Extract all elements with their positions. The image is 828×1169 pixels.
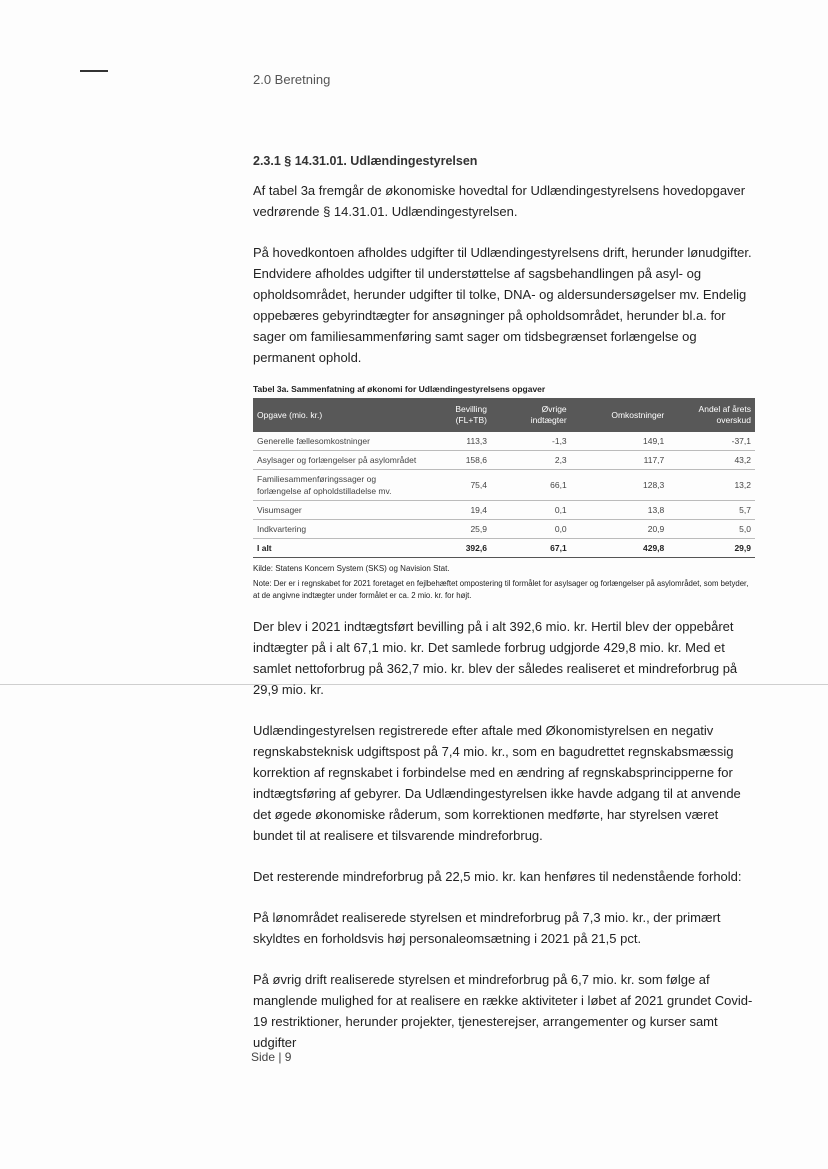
- table-row: [253, 432, 755, 451]
- header-omkostninger: Omkostninger: [611, 409, 665, 420]
- cell-andel: 43,2: [668, 451, 755, 470]
- table-title: Tabel 3a. Sammenfatning af økonomi for Udlændingestyrelsens opgaver: [253, 384, 546, 394]
- table-row: [253, 451, 755, 470]
- paragraph-intro: Af tabel 3a fremgår de økonomiske hovedtal for Udlændingestyrelsens hovedopgaver vedrørende § 14.31.01. Udlændingestyrelsen.: [253, 183, 746, 219]
- table-source: Kilde: Statens Koncern System (SKS) og Navision Stat.: [253, 564, 450, 573]
- cell-ovrige: 66,1: [491, 470, 571, 501]
- cell-ovrige: 67,1: [491, 539, 571, 558]
- table-total-row: [253, 539, 755, 558]
- cell-opgave: Asylsager og forlængelser på asylområdet: [253, 451, 422, 470]
- page-content: [253, 154, 755, 1073]
- table-row: [253, 520, 755, 539]
- section-header: 2.0 Beretning: [253, 72, 331, 87]
- cell-andel: -37,1: [668, 432, 755, 451]
- cell-omkostninger: 13,8: [571, 501, 669, 520]
- cell-andel: 29,9: [668, 539, 755, 558]
- cell-omkostninger: 128,3: [571, 470, 669, 501]
- cell-andel: 5,7: [668, 501, 755, 520]
- header-ovrige-indtaegter: Øvrige indtægter: [530, 404, 567, 425]
- paragraph-drift: På øvrig drift realiserede styrelsen et mindreforbrug på 6,7 mio. kr. som følge af manglende mulighed for at realisere en række aktiviteter i løbet af 2021 grundet Covid-19 restriktioner, herunder projekter, tjenesterejser, arrangementer og kurser samt udgifter: [253, 972, 753, 1050]
- cell-ovrige: 0,1: [491, 501, 571, 520]
- cell-opgave: Familiesammenføringssager og forlængelse af opholdstilladelse mv.: [253, 470, 422, 501]
- table-row: [253, 470, 755, 501]
- paragraph-registrering: Udlændingestyrelsen registrerede efter aftale med Økonomistyrelsen en negativ regnskabsteknisk udgiftspost på 7,4 mio. kr., som en bagudrettet regnskabsmæssig korrektion af regnskabet i forbindelse med en ændring af regnskabsprincipperne for indtægtsføring af gebyrer. Da Udlændingestyrelsen ikke havde adgang til at anvende det øgede økonomiske råderum, som korrektionen medførte, har styrelsen været bundet til at realisere et tilsvarende mindreforbrug.: [253, 723, 741, 843]
- cell-ovrige: 0,0: [491, 520, 571, 539]
- table-note: Note: Der er i regnskabet for 2021 foretaget en fejlbehæftet ompostering til formålet for asylsager og forlængelser på asylområdet, som betyder, at de angivne indtægter under formålet er ca. 2 mio. kr. for højt.: [253, 579, 749, 600]
- cell-bevilling: 158,6: [422, 451, 491, 470]
- page-number: Side | 9: [251, 1050, 292, 1064]
- cell-andel: 5,0: [668, 520, 755, 539]
- economy-table: [253, 398, 755, 558]
- cell-bevilling: 25,9: [422, 520, 491, 539]
- cell-bevilling: 19,4: [422, 501, 491, 520]
- cell-bevilling: 392,6: [422, 539, 491, 558]
- paragraph-bevilling: Der blev i 2021 indtægtsført bevilling på i alt 392,6 mio. kr. Hertil blev der oppebåret indtægter på i alt 67,1 mio. kr. Det samlede forbrug udgjorde 429,8 mio. kr. Med et samlet nettoforbrug på 362,7 mio. kr. blev der således realiseret et mindreforbrug på 29,9 mio. kr.: [253, 619, 738, 697]
- table-header-row: [253, 398, 755, 432]
- paragraph-hovedkonto: På hovedkontoen afholdes udgifter til Udlændingestyrelsens drift, herunder lønudgifter. Endvidere afholdes udgifter til understøttelse af sagsbehandlingen på asyl- og opholdsområdet, herunder udgifter til tolke, DNA- og aldersundersøgelser mv. Endelig oppebæres gebyrindtægter for ansøgninger på opholdsområdet, herunder bl.a. for sager om familiesammenføring samt sager om tidsbegrænset forlængelse og permanent ophold.: [253, 245, 752, 365]
- section-heading: 2.3.1 § 14.31.01. Udlændingestyrelsen: [253, 154, 478, 168]
- cell-ovrige: -1,3: [491, 432, 571, 451]
- cell-ovrige: 2,3: [491, 451, 571, 470]
- header-andel-overskud: Andel af årets overskud: [698, 404, 751, 425]
- cell-omkostninger: 429,8: [571, 539, 669, 558]
- cell-opgave: Generelle fællesomkostninger: [253, 432, 422, 451]
- cell-andel: 13,2: [668, 470, 755, 501]
- cell-omkostninger: 20,9: [571, 520, 669, 539]
- header-bevilling: Bevilling (FL+TB): [455, 404, 487, 425]
- cell-bevilling: 75,4: [422, 470, 491, 501]
- cell-opgave: I alt: [253, 539, 422, 558]
- table-row: [253, 501, 755, 520]
- cell-bevilling: 113,3: [422, 432, 491, 451]
- header-opgave: Opgave (mio. kr.): [257, 409, 323, 420]
- paragraph-resterende: Det resterende mindreforbrug på 22,5 mio. kr. kan henføres til nedenstående forhold:: [253, 869, 742, 884]
- cell-opgave: Indkvartering: [253, 520, 422, 539]
- header-rule: [80, 70, 108, 72]
- paragraph-lon: På lønområdet realiserede styrelsen et mindreforbrug på 7,3 mio. kr., der primært skyldtes en forholdsvis høj personaleomsætning i 2021 på 21,5 pct.: [253, 910, 721, 946]
- cell-opgave: Visumsager: [253, 501, 422, 520]
- cell-omkostninger: 149,1: [571, 432, 669, 451]
- cell-omkostninger: 117,7: [571, 451, 669, 470]
